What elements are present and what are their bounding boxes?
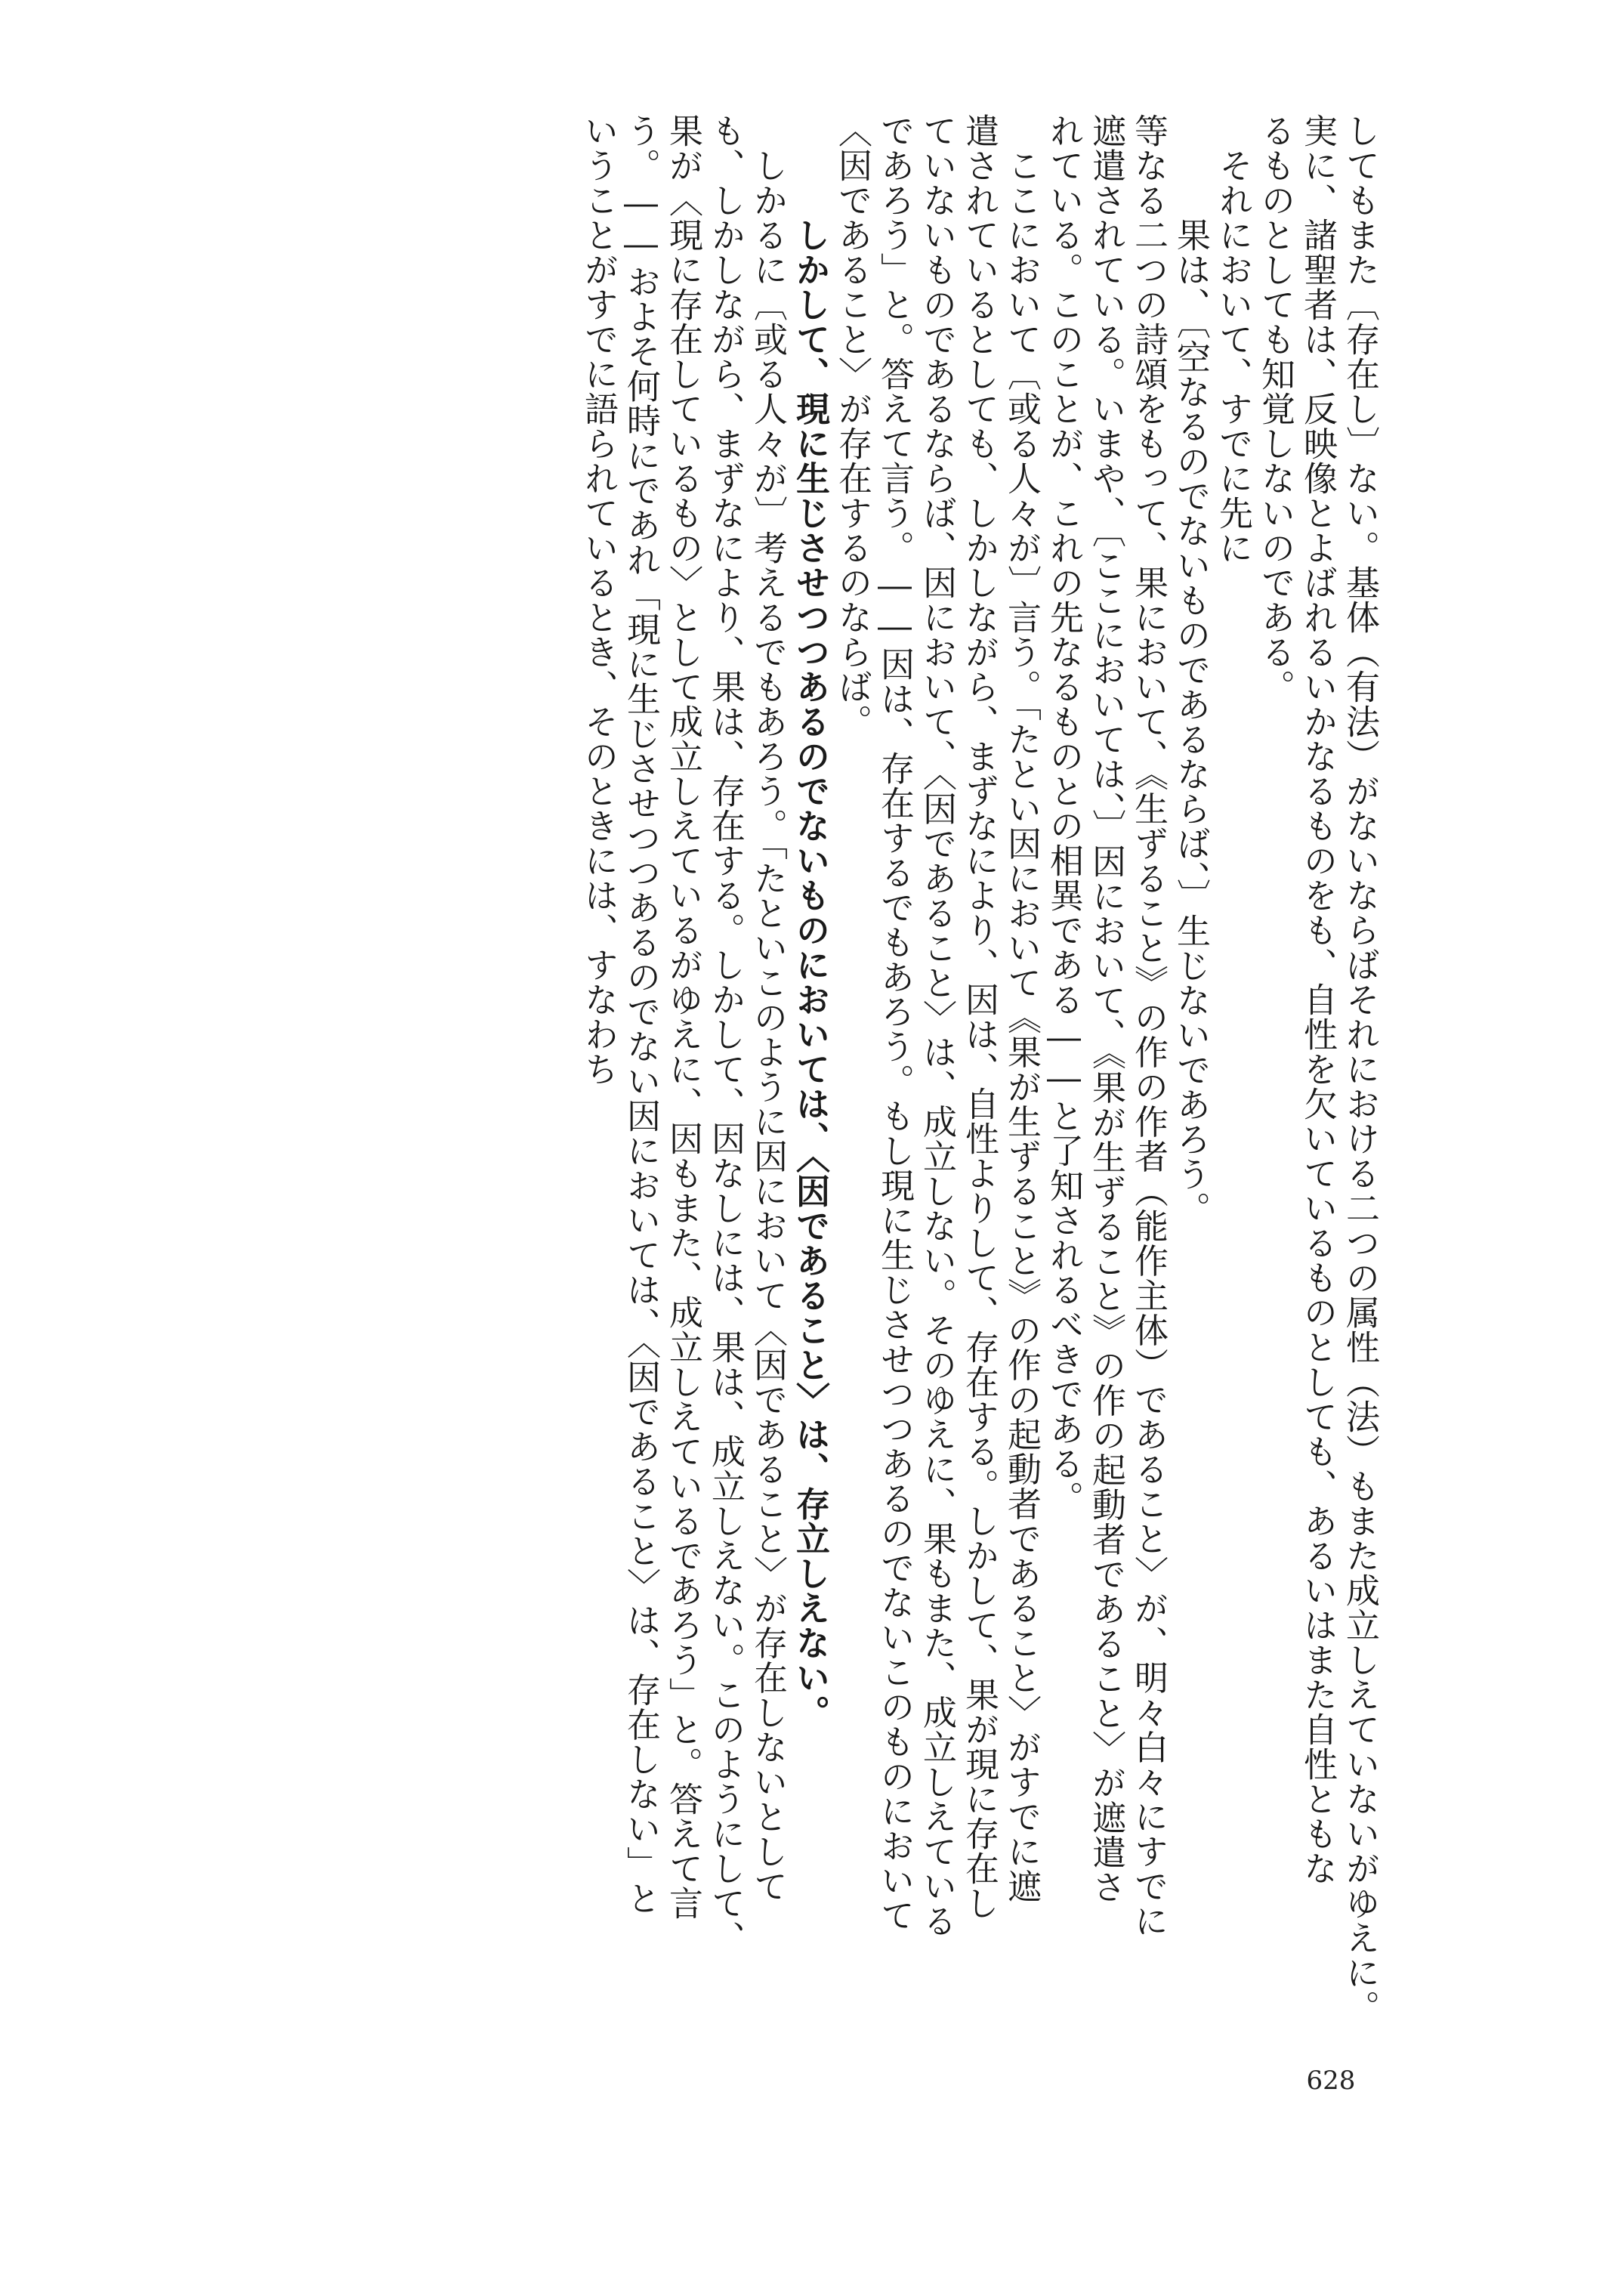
text-line: も、しかしながら、まずなにより、果は、存在する。しかして、因なしには、果は、成立しえない。このようにして、 bbox=[705, 113, 746, 1955]
text-line: 〈因であること〉が存在するのならば。 bbox=[832, 113, 872, 739]
text-line: 遣されているとしても、しかしながら、まずなにより、因は、自性よりして、存在する。しかして、果が現に存在し bbox=[959, 113, 999, 1921]
text-line: う。――およそ何時にであれ「現に生じさせつつあるのでない因においては、〈因であること〉は、存在しない」と bbox=[621, 113, 661, 1916]
text-line: いうことがすでに語られているとき、そのときには、すなわち bbox=[579, 113, 619, 1086]
text-line: 等なる二つの詩頌をもって、果において、《生ずること》の作の作者（能作主体）であること〉が、明々白々にすでに bbox=[1128, 113, 1169, 1939]
text-line: しかして、現に生じさせつつあるのでないものにおいては、〈因であること〉は、存立しえない。 bbox=[790, 218, 830, 1730]
text-line: れている。このことが、これの先なるものとの相異である――と了知されるべきである。 bbox=[1044, 113, 1084, 1516]
text-line: るものとしても知覚しないのである。 bbox=[1255, 113, 1295, 704]
text-line: しかるに〔或る人々が〕考えるでもあろう。「たといこのように因において〈因であること〉が存在しないとして bbox=[748, 148, 788, 1904]
text-line: ていないものであるならば、因において、〈因であること〉は、成立しない。そのゆえに、果もまた、成立しえている bbox=[917, 113, 957, 1939]
text-line: ここにおいて〔或る人々が〕言う。「たとい因において《果が生ずること》の作の起動者であること〉がすでに遮 bbox=[1002, 148, 1042, 1904]
page-number: 628 bbox=[1306, 2066, 1356, 2096]
text-line: してもまた〔存在し〕ない。基体（有法）がないならばそれにおける二つの属性（法）もまた成立しえていないがゆえに。 bbox=[1340, 113, 1380, 2025]
text-line: 果は、〔空なるのでないものであるならば、〕生じないであろう。 bbox=[1171, 218, 1211, 1226]
text-line: であろう」と。答えて言う。――因は、存在するでもあろう。もし現に生じさせつつあるのでないこのものにおいて bbox=[875, 113, 915, 1933]
text-line: 遮遣されている。いまや、〔ここにおいては、〕因において、《果が生ずること》の作の起動者であること〉が遮遣さ bbox=[1086, 113, 1126, 1905]
text-line: 果が〈現に存在しているもの〉として成立しえているがゆえに、因もまた、成立しえているであろう」と。答えて言 bbox=[663, 113, 703, 1921]
text-line: 実に、諸聖者は、反映像とよばれるいかなるものをも、自性を欠いているものとしても、あるいはまた自性ともな bbox=[1298, 113, 1338, 1886]
text-line: それにおいて、すでに先に bbox=[1213, 148, 1253, 565]
